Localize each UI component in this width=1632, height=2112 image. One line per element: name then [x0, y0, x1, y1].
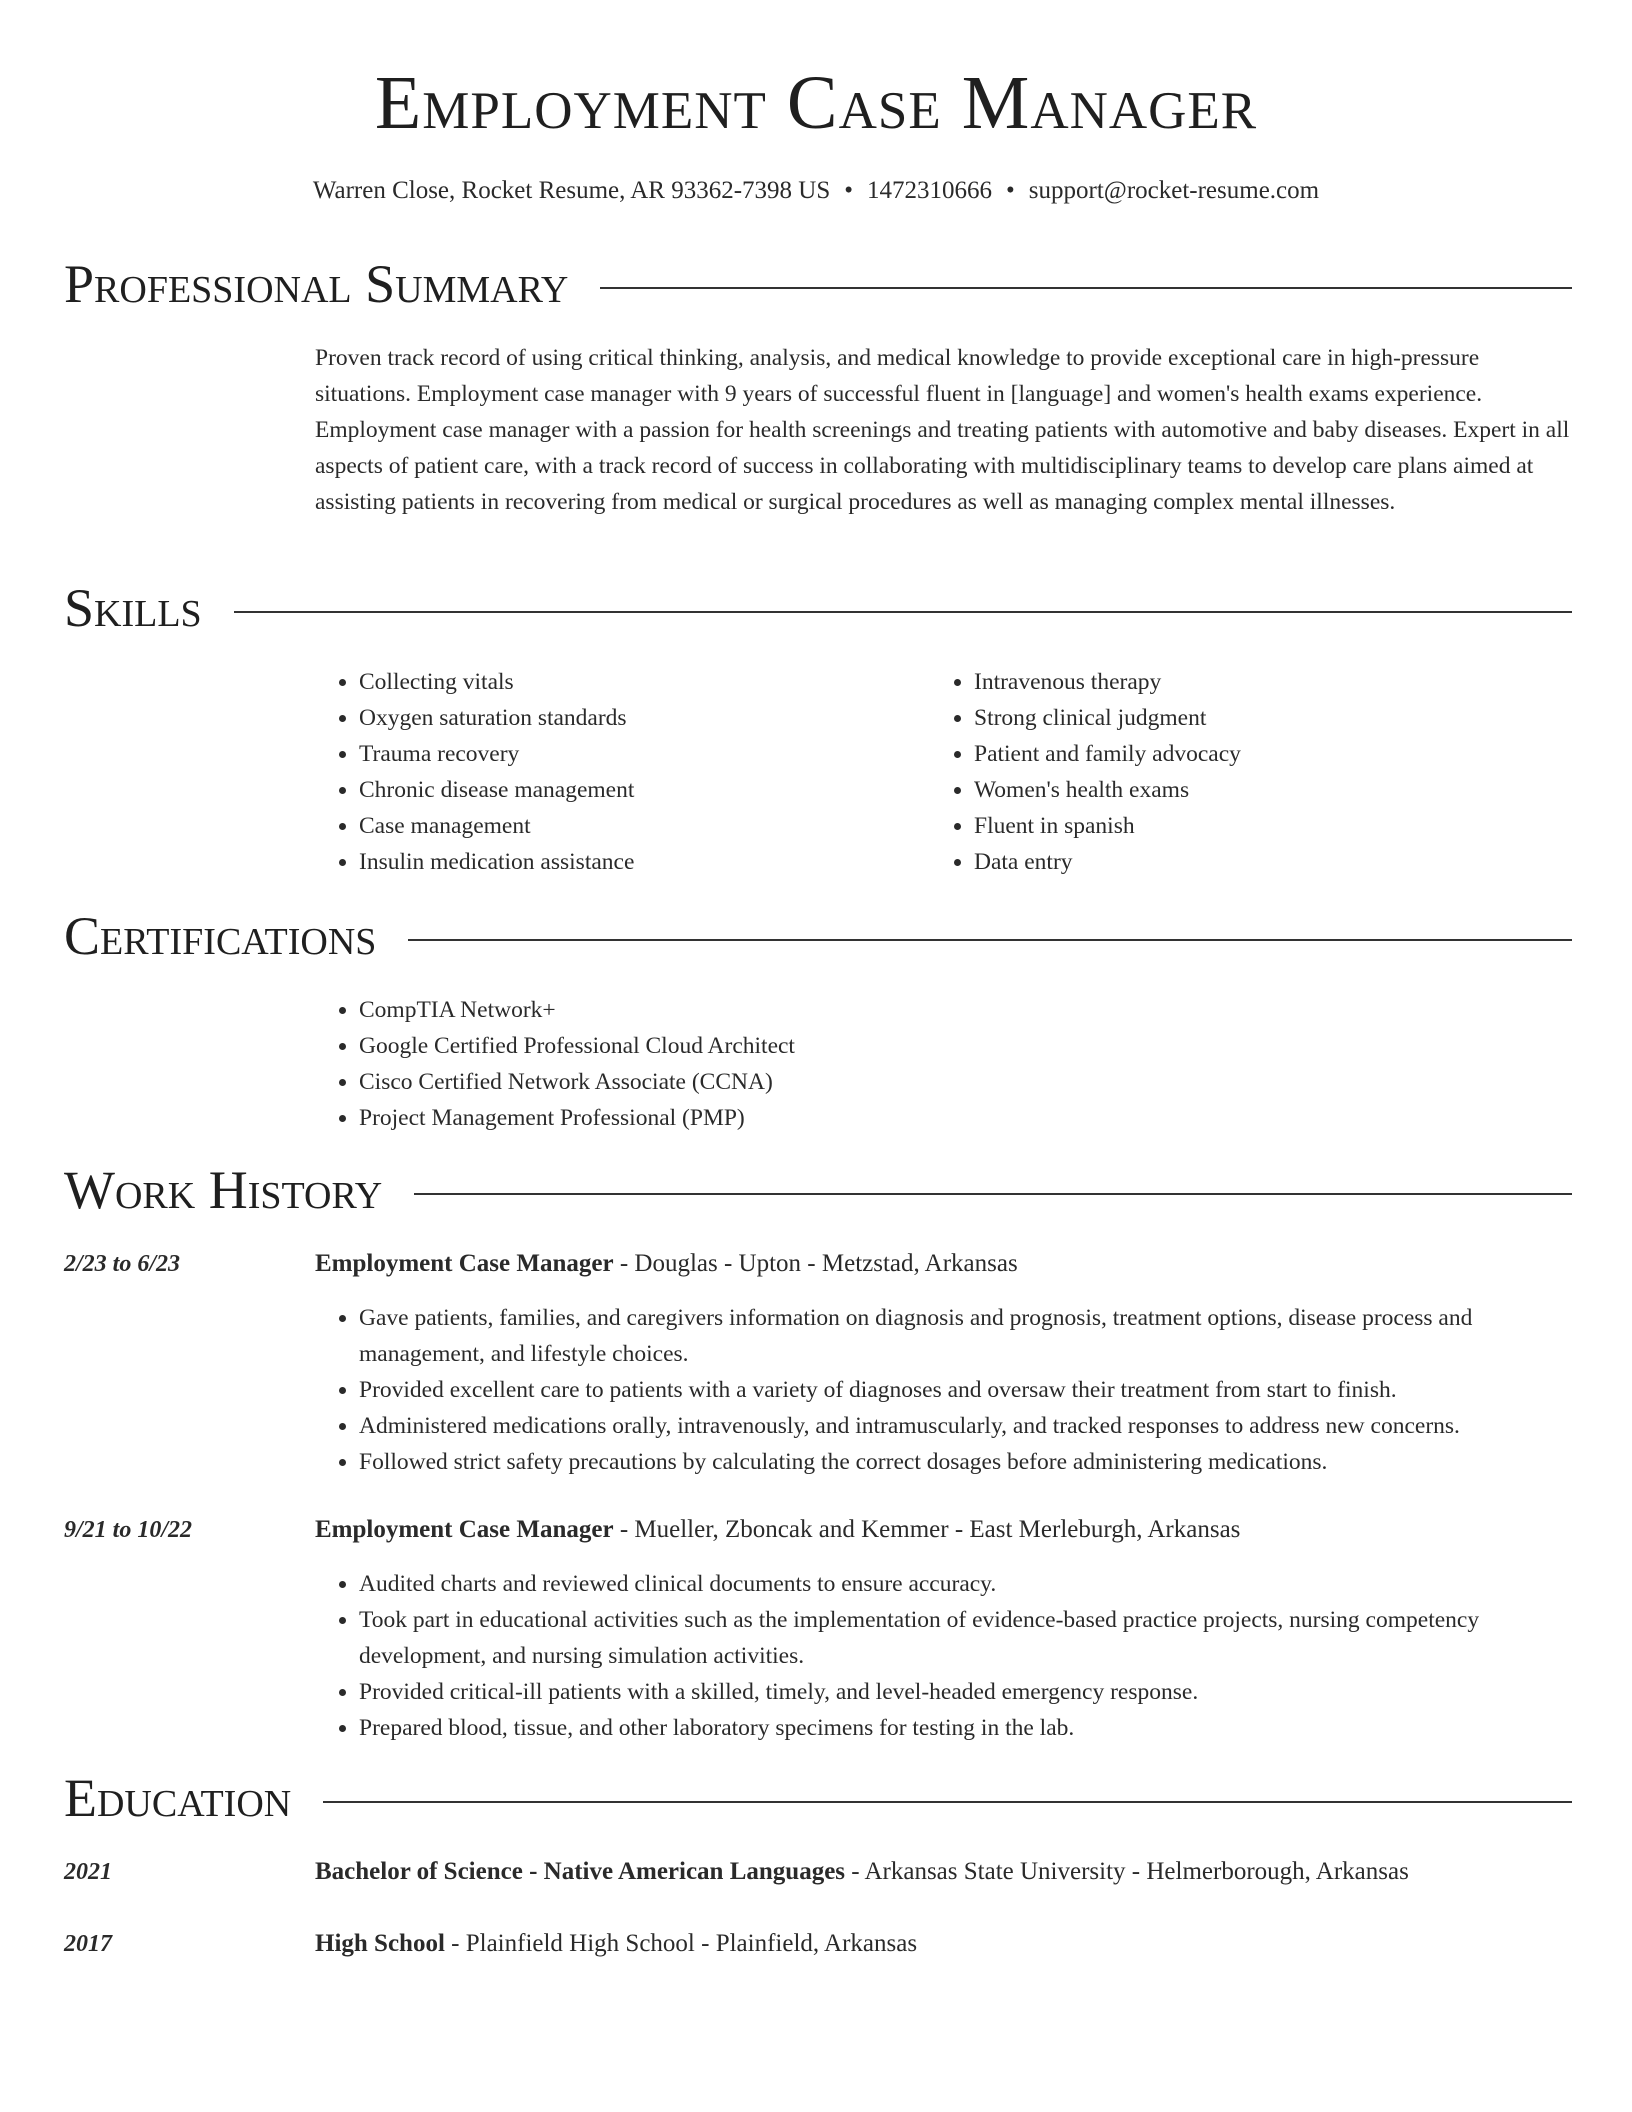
section-header-education [64, 1766, 1572, 1830]
skill-item: • Intravenous therapy [974, 664, 1570, 700]
section-divider [600, 287, 1572, 289]
certification-item: • Project Management Professional (PMP) [359, 1100, 795, 1136]
skills-column-left [315, 664, 915, 880]
skill-item: • Oxygen saturation standards [359, 700, 915, 736]
education-degree: Bachelor of Science - Native American Languages [315, 1858, 846, 1885]
job-duties-list [315, 1300, 1577, 1480]
certification-item: • Cisco Certified Network Associate (CCNA) [359, 1064, 795, 1100]
contact-separator: • [844, 177, 854, 204]
page-title: Employment Case Manager [374, 61, 1258, 145]
job-duty: • Audited charts and reviewed clinical documents to ensure accuracy. [359, 1566, 1577, 1602]
skill-item: • Women's health exams [974, 772, 1570, 808]
section-header-work-history [64, 1158, 1572, 1222]
job-duties [315, 1566, 1577, 1746]
section-title-certifications: Certifications [64, 906, 377, 966]
certification-item: • Google Certified Professional Cloud Architect [359, 1028, 795, 1064]
certifications-list [315, 992, 795, 1136]
skill-item: • Insulin medication assistance [359, 844, 915, 880]
summary-text: Proven track record of using critical thinking, analysis, and medical knowledge to provide exceptional care in high-pressure situations. Employment case manager with 9 years of successful fluent in [language] and women's health exams experience. Employment case manager with a passion for health screenings and treating patients with automotive and baby diseases. Expert in all aspects of patient care, with a track record of success in collaborating with multidisciplinary teams to develop care plans aimed at assisting patients in recovering from medical or surgical procedures as well as managing complex mental illnesses. [315, 345, 1570, 515]
contact-line [0, 174, 1632, 208]
education-year: 2021 [64, 1859, 112, 1885]
job-heading [315, 1512, 1240, 1548]
job-duty: • Gave patients, families, and caregivers information on diagnosis and prognosis, treatment options, disease process and management, and lifestyle choices. [359, 1300, 1577, 1372]
skill-item: • Patient and family advocacy [974, 736, 1570, 772]
education-school: - Arkansas State University - Helmerborough, Arkansas [845, 1858, 1409, 1885]
education-heading [315, 1854, 1409, 1890]
education-degree: High School [315, 1930, 445, 1957]
skills-column-right [930, 664, 1570, 880]
section-divider [234, 611, 1572, 613]
job-duty: • Followed strict safety precautions by calculating the correct dosages before administering medications. [359, 1444, 1577, 1480]
certifications-block [315, 992, 795, 1136]
job-duty: • Took part in educational activities such as the implementation of evidence-based practice projects, nursing competency development, and nursing simulation activities. [359, 1602, 1577, 1674]
job-employer: - Douglas - Upton - Metzstad, Arkansas [613, 1250, 1018, 1277]
contact-separator: • [1006, 177, 1015, 204]
job-duty: • Provided critical-ill patients with a skilled, timely, and level-headed emergency response. [359, 1674, 1577, 1710]
section-divider [408, 939, 1572, 941]
education-school: - Plainfield High School - Plainfield, Arkansas [444, 1930, 918, 1957]
job-heading [315, 1246, 1018, 1282]
section-title-skills: Skills [64, 578, 202, 638]
job-duties-list [315, 1566, 1577, 1746]
job-duty: • Administered medications orally, intravenously, and intramuscularly, and tracked responses to address new concerns. [359, 1408, 1577, 1444]
contact-phone: 1472310666 [867, 177, 993, 204]
skill-item: • Data entry [974, 844, 1570, 880]
section-title-education: Education [64, 1768, 292, 1828]
section-header-skills [64, 576, 1572, 640]
skill-item: • Case management [359, 808, 915, 844]
certification-item: • CompTIA Network+ [359, 992, 795, 1028]
section-title-summary: Professional Summary [64, 254, 569, 314]
skill-item: • Fluent in spanish [974, 808, 1570, 844]
job-duties [315, 1300, 1577, 1480]
job-duty: • Prepared blood, tissue, and other laboratory specimens for testing in the lab. [359, 1710, 1577, 1746]
section-divider [323, 1801, 1572, 1803]
skill-item: • Chronic disease management [359, 772, 915, 808]
section-header-certifications [64, 904, 1572, 968]
education-year: 2017 [64, 1931, 112, 1957]
skill-item: • Strong clinical judgment [974, 700, 1570, 736]
section-divider [414, 1193, 1572, 1195]
job-title: Employment Case Manager [315, 1516, 614, 1543]
skill-item: • Collecting vitals [359, 664, 915, 700]
job-duty: • Provided excellent care to patients with a variety of diagnoses and oversaw their treatment from start to finish. [359, 1372, 1577, 1408]
skills-list-left [315, 664, 915, 880]
skills-list-right [930, 664, 1570, 880]
contact-address: Warren Close, Rocket Resume, AR 93362-7398 US [312, 177, 831, 204]
job-title: Employment Case Manager [315, 1250, 614, 1277]
job-dates: 2/23 to 6/23 [64, 1251, 181, 1277]
job-dates: 9/21 to 10/22 [64, 1517, 193, 1543]
section-title-work-history: Work History [64, 1160, 383, 1220]
section-header-summary [64, 252, 1572, 316]
education-heading [315, 1926, 917, 1962]
contact-email: support@rocket-resume.com [1028, 177, 1320, 204]
job-employer: - Mueller, Zboncak and Kemmer - East Merleburgh, Arkansas [613, 1516, 1241, 1543]
skill-item: • Trauma recovery [359, 736, 915, 772]
